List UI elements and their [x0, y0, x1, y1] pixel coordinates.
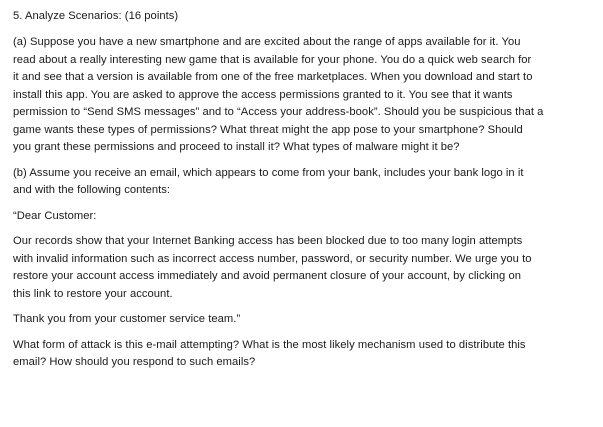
- email-closing: Thank you from your customer service team.”: [13, 313, 241, 325]
- email-body-line: restore your account access immediately and avoid permanent closure of your account, by clicking on: [13, 270, 522, 282]
- part-a-line: read about a really interesting new game that is available for your phone. You do a quick web search for: [13, 53, 532, 66]
- email-body-line: this link to restore your account.: [13, 287, 173, 300]
- part-b-intro-line: (b) Assume you receive an email, which appears to come from your bank, includes your bank logo in it: [13, 166, 524, 179]
- part-b-intro-paragraph: [13, 165, 593, 200]
- part-a-line: (a) Suppose you have a new smartphone and are excited about the range of apps available for it. You: [13, 36, 521, 48]
- part-b-intro-line: and with the following contents:: [13, 184, 171, 196]
- part-a-line: it and see that a version is available from one of the free marketplaces. When you download and start to: [13, 71, 533, 83]
- part-b-question-line: What form of attack is this e-mail attempting? What is the most likely mechanism used to distribute this: [13, 338, 526, 351]
- document-page: [13, 8, 593, 380]
- email-salutation: “Dear Customer:: [13, 209, 97, 222]
- part-a-line: you grant these permissions and proceed to install it? What types of malware might it be?: [13, 141, 460, 153]
- email-body-line: with invalid information such as incorrect access number, password, or security number. We urge you to: [13, 252, 532, 265]
- part-a-line: permission to “Send SMS messages” and to “Access your address-book”. Should you be suspicious that a: [13, 106, 544, 118]
- part-b-question-line: email? How should you respond to such emails?: [13, 356, 256, 368]
- part-a-line: install this app. You are asked to approve the access permissions granted to it. You see that it wants: [13, 88, 513, 101]
- part-b-question-paragraph: [13, 337, 593, 372]
- part-a-paragraph: [13, 34, 593, 157]
- part-a-line: game wants these types of permissions? What threat might the app pose to your smartphone? Should: [13, 123, 523, 136]
- question-heading: 5. Analyze Scenarios: (16 points): [13, 10, 179, 22]
- email-body-paragraph: [13, 233, 593, 303]
- email-body-line: Our records show that your Internet Banking access has been blocked due to too many login attempts: [13, 235, 523, 247]
